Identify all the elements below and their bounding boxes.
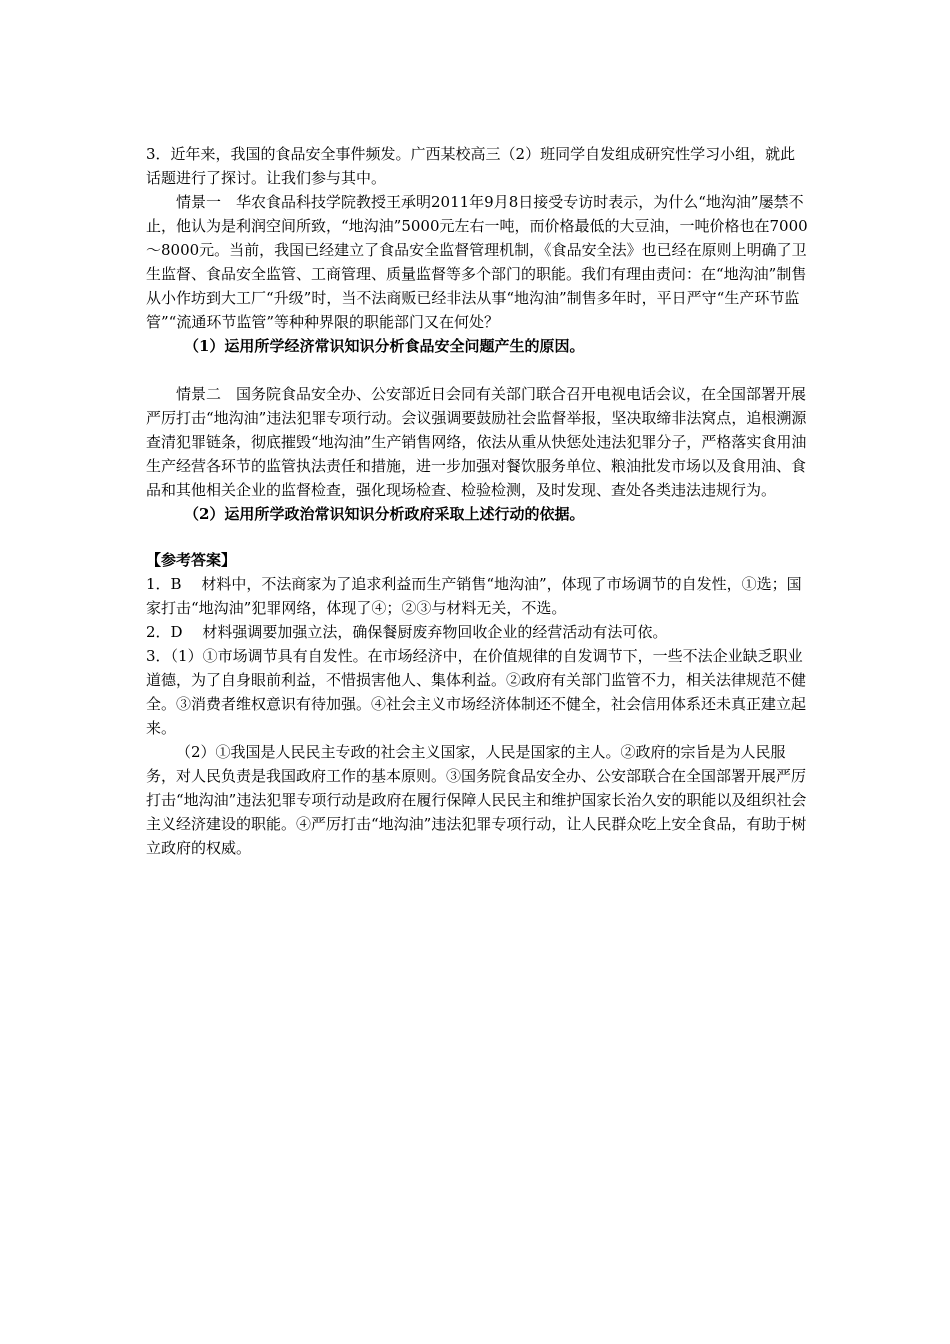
question3-intro: 3．近年来，我国的食品安全事件频发。广西某校高三（2）班同学自发组成研究性学习小组，就此话题进行了探讨。让我们参与其中。 (146, 145, 796, 187)
subquestion-2: （2）运用所学政治常识知识分析政府采取上述行动的依据。 (184, 505, 585, 523)
subquestion-1: （1）运用所学经济常识知识分析食品安全问题产生的原因。 (184, 337, 585, 355)
answer-3-part-1: 3．（1）①市场调节具有自发性。在市场经济中，在价值规律的自发调节下，一些不法企业缺乏职业道德，为了自身眼前利益，不惜损害他人、集体利益。②政府有关部门监管不力，相关法律规范不健全。③消费者维权意识有待加强。④社会主义市场经济体制还不健全，社会信用体系还未真正建立起来。 (146, 647, 807, 737)
scene1-paragraph: 情景一 华农食品科技学院教授王承明2011年9月8日接受专访时表示，为什么“地沟油”屡禁不止，他认为是利润空间所致，“地沟油”5000元左右一吨，而价格最低的大豆油，一吨价格也在7000～8000元。当前，我国已经建立了食品安全监督管理机制，《食品安全法》也已经在原则上明确了卫生监督、食品安全监管、工商管理、质量监督等多个部门的职能。我们有理由责问：在“地沟油”制售从小作坊到大工厂“升级”时，当不法商贩已经非法从事“地沟油”制售多年时，平日严守“生产环节监管”“流通环节监管”等种种界限的职能部门又在何处？ (146, 193, 808, 331)
scene2-paragraph: 情景二 国务院食品安全办、公安部近日会同有关部门联合召开电视电话会议，在全国部署开展严厉打击“地沟油”违法犯罪专项行动。会议强调要鼓励社会监督举报，坚决取缔非法窝点，追根溯源查清犯罪链条，彻底摧毁“地沟油”生产销售网络，依法从重从快惩处违法犯罪分子，严格落实食用油生产经营各环节的监管执法责任和措施，进一步加强对餐饮服务单位、粮油批发市场以及食用油、食品和其他相关企业的监督检查，强化现场检查、检验检测，及时发现、查处各类违法违规行为。 (146, 385, 807, 499)
spacer (146, 358, 810, 382)
answer-2: 2．D 材料强调要加强立法，确保餐厨废弃物回收企业的经营活动有法可依。 (146, 623, 668, 641)
answer-1: 1．B 材料中，不法商家为了追求利益而生产销售“地沟油”，体现了市场调节的自发性，①选；国家打击“地沟油”犯罪网络，体现了④；②③与材料无关，不选。 (146, 575, 802, 617)
spacer (146, 526, 810, 548)
answer-3-part-2: （2）①我国是人民民主专政的社会主义国家，人民是国家的主人。②政府的宗旨是为人民服务，对人民负责是我国政府工作的基本原则。③国务院食品安全办、公安部联合在全国部署开展严厉打击“地沟油”违法犯罪专项行动是政府在履行保障人民民主和维护国家长治久安的职能以及组织社会主义经济建设的职能。④严厉打击“地沟油”违法犯罪专项行动，让人民群众吃上安全食品，有助于树立政府的权威。 (146, 743, 807, 857)
answers-heading: 【参考答案】 (146, 551, 237, 569)
document-body (146, 142, 810, 860)
